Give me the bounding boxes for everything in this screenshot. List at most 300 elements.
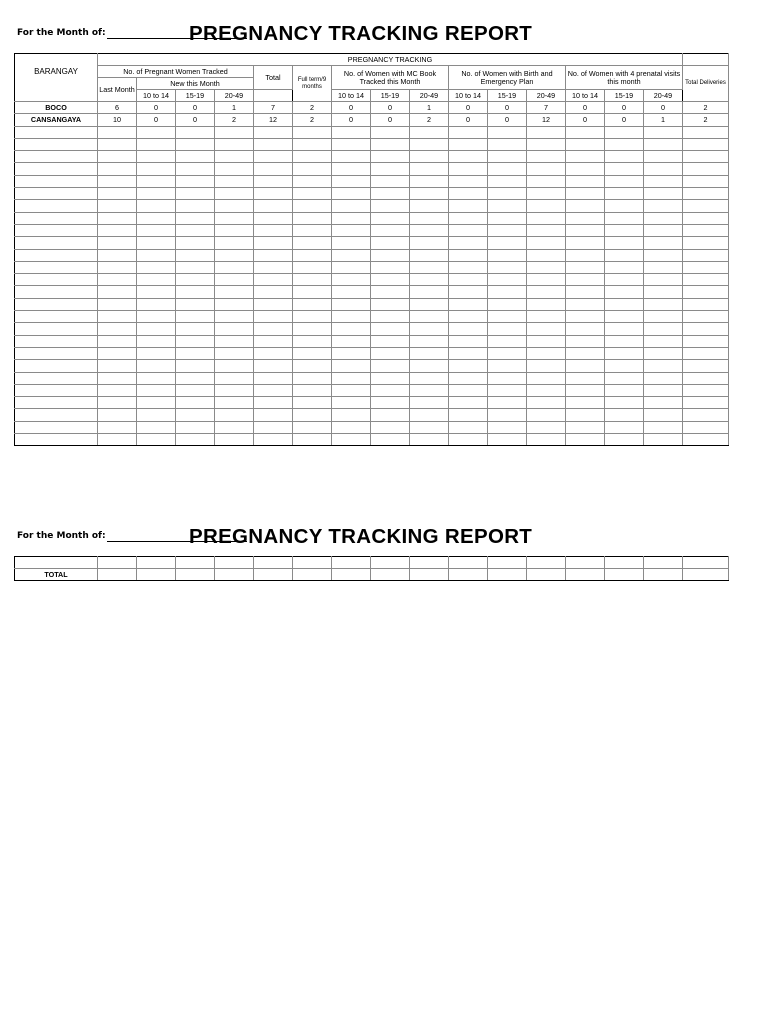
- empty-cell: [215, 188, 254, 200]
- empty-cell: [527, 286, 566, 298]
- empty-cell: [254, 200, 293, 212]
- empty-cell: [254, 384, 293, 396]
- empty-cell: [98, 175, 137, 187]
- empty-cell: [410, 249, 449, 261]
- empty-cell: [332, 335, 371, 347]
- empty-cell: [293, 335, 332, 347]
- empty-cell: [644, 126, 683, 138]
- empty-cell: [176, 372, 215, 384]
- empty-cell: [293, 409, 332, 421]
- empty-cell: [15, 557, 98, 569]
- empty-cell: [683, 126, 729, 138]
- empty-cell: [644, 237, 683, 249]
- empty-cell: [566, 200, 605, 212]
- empty-cell: [566, 421, 605, 433]
- empty-cell: [488, 569, 527, 581]
- empty-cell: [605, 384, 644, 396]
- empty-cell: [644, 224, 683, 236]
- empty-cell: [566, 360, 605, 372]
- empty-cell: [15, 372, 98, 384]
- empty-cell: [644, 557, 683, 569]
- value-cell: 0: [332, 102, 371, 114]
- empty-cell: [410, 335, 449, 347]
- empty-cell: [98, 151, 137, 163]
- empty-cell: [566, 163, 605, 175]
- empty-cell: [644, 188, 683, 200]
- empty-cell: [449, 212, 488, 224]
- empty-cell: [605, 274, 644, 286]
- empty-cell: [644, 360, 683, 372]
- empty-cell: [410, 347, 449, 359]
- empty-cell: [332, 311, 371, 323]
- empty-cell: [566, 347, 605, 359]
- table-row: [15, 421, 729, 433]
- empty-cell: [176, 434, 215, 446]
- table-row: [15, 261, 729, 273]
- value-cell: 2: [293, 114, 332, 126]
- empty-cell: [332, 224, 371, 236]
- empty-cell: [644, 569, 683, 581]
- empty-cell: [371, 126, 410, 138]
- empty-cell: [254, 237, 293, 249]
- empty-cell: [98, 249, 137, 261]
- empty-cell: [683, 237, 729, 249]
- empty-cell: [332, 212, 371, 224]
- value-cell: 0: [332, 114, 371, 126]
- empty-cell: [137, 138, 176, 150]
- empty-cell: [566, 311, 605, 323]
- empty-cell: [410, 286, 449, 298]
- empty-cell: [15, 261, 98, 273]
- value-cell: 2: [683, 102, 729, 114]
- empty-cell: [332, 151, 371, 163]
- empty-cell: [215, 237, 254, 249]
- empty-cell: [644, 372, 683, 384]
- table-row: [15, 163, 729, 175]
- empty-cell: [683, 335, 729, 347]
- empty-cell: [449, 323, 488, 335]
- empty-cell: [683, 360, 729, 372]
- empty-cell: [449, 286, 488, 298]
- empty-cell: [527, 569, 566, 581]
- empty-cell: [683, 249, 729, 261]
- new-this-month-header: New this Month: [137, 78, 254, 90]
- empty-cell: [527, 323, 566, 335]
- age-15-19-header: 15-19: [605, 90, 644, 102]
- empty-cell: [98, 261, 137, 273]
- report-title: PREGNANCY TRACKING REPORT: [189, 525, 533, 548]
- empty-cell: [449, 151, 488, 163]
- empty-cell: [15, 212, 98, 224]
- empty-cell: [254, 434, 293, 446]
- value-cell: 6: [98, 102, 137, 114]
- value-cell: 1: [644, 114, 683, 126]
- empty-cell: [410, 360, 449, 372]
- empty-cell: [332, 261, 371, 273]
- empty-cell: [215, 421, 254, 433]
- empty-cell: [98, 200, 137, 212]
- empty-cell: [605, 261, 644, 273]
- last-month-header: Last Month: [98, 78, 137, 102]
- empty-cell: [449, 557, 488, 569]
- empty-cell: [449, 434, 488, 446]
- empty-cell: [215, 311, 254, 323]
- empty-cell: [566, 138, 605, 150]
- empty-cell: [644, 409, 683, 421]
- empty-cell: [605, 335, 644, 347]
- empty-cell: [98, 274, 137, 286]
- empty-cell: [98, 557, 137, 569]
- empty-cell: [488, 372, 527, 384]
- value-cell: 0: [449, 102, 488, 114]
- value-cell: 2: [683, 114, 729, 126]
- table-row: [15, 298, 729, 310]
- empty-cell: [410, 421, 449, 433]
- empty-cell: [488, 163, 527, 175]
- empty-cell: [683, 409, 729, 421]
- value-cell: 0: [644, 102, 683, 114]
- empty-cell: [371, 274, 410, 286]
- empty-cell: [215, 557, 254, 569]
- empty-cell: [449, 298, 488, 310]
- empty-cell: [488, 311, 527, 323]
- empty-cell: [566, 335, 605, 347]
- empty-cell: [410, 175, 449, 187]
- empty-cell: [371, 311, 410, 323]
- empty-cell: [605, 569, 644, 581]
- empty-cell: [98, 188, 137, 200]
- empty-cell: [527, 224, 566, 236]
- empty-cell: [215, 569, 254, 581]
- empty-cell: [683, 261, 729, 273]
- empty-cell: [332, 397, 371, 409]
- empty-cell: [566, 237, 605, 249]
- empty-cell: [683, 175, 729, 187]
- empty-cell: [137, 237, 176, 249]
- empty-cell: [371, 409, 410, 421]
- table-row: [15, 360, 729, 372]
- empty-cell: [176, 188, 215, 200]
- empty-cell: [488, 237, 527, 249]
- table-row: [15, 249, 729, 261]
- empty-cell: [644, 298, 683, 310]
- table-row: [15, 286, 729, 298]
- value-cell: 1: [410, 102, 449, 114]
- empty-cell: [215, 286, 254, 298]
- empty-cell: [371, 397, 410, 409]
- table-row: [15, 323, 729, 335]
- empty-cell: [605, 212, 644, 224]
- prenatal-header: No. of Women with 4 prenatal visits this month: [566, 66, 683, 90]
- empty-cell: [410, 261, 449, 273]
- empty-cell: [293, 360, 332, 372]
- empty-cell: [98, 335, 137, 347]
- empty-cell: [332, 298, 371, 310]
- empty-cell: [332, 569, 371, 581]
- empty-cell: [137, 188, 176, 200]
- empty-cell: [15, 409, 98, 421]
- empty-cell: [527, 372, 566, 384]
- empty-cell: [371, 323, 410, 335]
- empty-cell: [332, 249, 371, 261]
- value-cell: 12: [254, 114, 293, 126]
- empty-cell: [410, 188, 449, 200]
- pregnant-tracked-header: No. of Pregnant Women Tracked: [98, 66, 254, 78]
- empty-cell: [410, 126, 449, 138]
- empty-cell: [566, 384, 605, 396]
- empty-cell: [644, 212, 683, 224]
- empty-cell: [293, 557, 332, 569]
- table-row: [15, 126, 729, 138]
- empty-cell: [644, 286, 683, 298]
- empty-cell: [137, 335, 176, 347]
- empty-cell: [332, 372, 371, 384]
- empty-cell: [566, 188, 605, 200]
- empty-cell: [410, 569, 449, 581]
- empty-cell: [683, 188, 729, 200]
- empty-cell: [293, 138, 332, 150]
- empty-cell: [98, 126, 137, 138]
- empty-cell: [644, 397, 683, 409]
- empty-cell: [527, 249, 566, 261]
- table-row: [15, 151, 729, 163]
- table-row: [15, 372, 729, 384]
- empty-cell: [98, 569, 137, 581]
- empty-cell: [566, 151, 605, 163]
- empty-cell: [254, 261, 293, 273]
- empty-cell: [293, 347, 332, 359]
- empty-cell: [605, 151, 644, 163]
- value-cell: 7: [527, 102, 566, 114]
- empty-cell: [488, 397, 527, 409]
- table-body: [15, 102, 729, 446]
- empty-cell: [566, 409, 605, 421]
- empty-cell: [566, 249, 605, 261]
- empty-cell: [254, 163, 293, 175]
- empty-cell: [176, 311, 215, 323]
- empty-cell: [449, 188, 488, 200]
- empty-cell: [488, 557, 527, 569]
- empty-cell: [683, 138, 729, 150]
- empty-cell: [683, 224, 729, 236]
- empty-cell: [449, 138, 488, 150]
- empty-cell: [449, 200, 488, 212]
- empty-cell: [488, 175, 527, 187]
- empty-cell: [566, 434, 605, 446]
- empty-cell: [137, 323, 176, 335]
- empty-cell: [176, 569, 215, 581]
- empty-cell: [98, 323, 137, 335]
- empty-cell: [215, 384, 254, 396]
- pregnancy-tracking-table: [14, 53, 729, 446]
- empty-cell: [449, 335, 488, 347]
- empty-cell: [410, 323, 449, 335]
- empty-cell: [488, 200, 527, 212]
- empty-cell: [644, 347, 683, 359]
- empty-cell: [605, 163, 644, 175]
- age-10-14-header: 10 to 14: [332, 90, 371, 102]
- empty-cell: [605, 409, 644, 421]
- empty-cell: [215, 126, 254, 138]
- empty-cell: [449, 175, 488, 187]
- empty-cell: [176, 249, 215, 261]
- empty-cell: [449, 409, 488, 421]
- empty-cell: [293, 188, 332, 200]
- empty-cell: [332, 200, 371, 212]
- table-row: [15, 384, 729, 396]
- empty-cell: [566, 224, 605, 236]
- empty-cell: [293, 151, 332, 163]
- empty-cell: [98, 372, 137, 384]
- table-row: [15, 114, 729, 126]
- empty-cell: [488, 224, 527, 236]
- empty-cell: [15, 175, 98, 187]
- empty-cell: [449, 163, 488, 175]
- empty-cell: [176, 274, 215, 286]
- table-row: [15, 175, 729, 187]
- empty-cell: [410, 372, 449, 384]
- report-header: [17, 24, 717, 46]
- empty-cell: [566, 323, 605, 335]
- empty-cell: [15, 126, 98, 138]
- empty-cell: [215, 397, 254, 409]
- empty-cell: [293, 126, 332, 138]
- empty-cell: [332, 274, 371, 286]
- empty-cell: [98, 409, 137, 421]
- empty-cell: [293, 311, 332, 323]
- empty-cell: [449, 224, 488, 236]
- empty-cell: [605, 557, 644, 569]
- empty-cell: [683, 397, 729, 409]
- empty-cell: [605, 286, 644, 298]
- empty-cell: [293, 274, 332, 286]
- empty-cell: [644, 323, 683, 335]
- empty-cell: [176, 384, 215, 396]
- empty-cell: [527, 200, 566, 212]
- empty-cell: [293, 286, 332, 298]
- empty-cell: [410, 298, 449, 310]
- age-15-19-header: 15-19: [371, 90, 410, 102]
- empty-cell: [15, 311, 98, 323]
- empty-cell: [566, 175, 605, 187]
- empty-cell: [137, 261, 176, 273]
- age-15-19-header: 15-19: [176, 90, 215, 102]
- barangay-header: BARANGAY: [15, 66, 98, 102]
- empty-cell: [293, 224, 332, 236]
- empty-cell: [137, 569, 176, 581]
- table-row: [15, 397, 729, 409]
- empty-cell: [527, 347, 566, 359]
- empty-cell: [410, 274, 449, 286]
- empty-cell: [605, 323, 644, 335]
- empty-cell: [176, 200, 215, 212]
- empty-cell: [332, 237, 371, 249]
- empty-cell: [254, 409, 293, 421]
- empty-cell: [644, 421, 683, 433]
- empty-cell: [15, 286, 98, 298]
- empty-cell: [410, 163, 449, 175]
- empty-cell: [527, 126, 566, 138]
- empty-cell: [644, 175, 683, 187]
- empty-cell: [215, 163, 254, 175]
- empty-cell: [215, 274, 254, 286]
- age-10-14-header: 10 to 14: [449, 90, 488, 102]
- empty-cell: [176, 347, 215, 359]
- table-row: [15, 212, 729, 224]
- empty-cell: [605, 360, 644, 372]
- blank-header-cell: [15, 54, 98, 66]
- empty-cell: [683, 200, 729, 212]
- empty-cell: [98, 360, 137, 372]
- empty-cell: [215, 138, 254, 150]
- empty-cell: [293, 397, 332, 409]
- empty-cell: [683, 557, 729, 569]
- empty-cell: [527, 557, 566, 569]
- table-row: [15, 274, 729, 286]
- empty-cell: [449, 237, 488, 249]
- empty-cell: [98, 311, 137, 323]
- empty-cell: [254, 298, 293, 310]
- empty-cell: [15, 347, 98, 359]
- empty-cell: [683, 286, 729, 298]
- empty-cell: [488, 409, 527, 421]
- empty-cell: [488, 335, 527, 347]
- group-header: PREGNANCY TRACKING: [98, 54, 683, 66]
- empty-cell: [215, 175, 254, 187]
- empty-cell: [15, 421, 98, 433]
- empty-cell: [176, 360, 215, 372]
- empty-cell: [15, 323, 98, 335]
- empty-cell: [410, 434, 449, 446]
- empty-cell: [605, 397, 644, 409]
- empty-cell: [215, 261, 254, 273]
- empty-cell: [15, 224, 98, 236]
- barangay-cell: CANSANGAYA: [15, 114, 98, 126]
- empty-cell: [488, 384, 527, 396]
- empty-cell: [644, 335, 683, 347]
- empty-cell: [332, 384, 371, 396]
- age-10-14-header: 10 to 14: [137, 90, 176, 102]
- age-20-49-header: 20-49: [644, 90, 683, 102]
- empty-cell: [488, 298, 527, 310]
- empty-cell: [332, 163, 371, 175]
- empty-cell: [98, 298, 137, 310]
- empty-cell: [371, 384, 410, 396]
- empty-cell: [527, 274, 566, 286]
- value-cell: 0: [605, 114, 644, 126]
- empty-cell: [371, 557, 410, 569]
- empty-cell: [215, 151, 254, 163]
- empty-cell: [215, 409, 254, 421]
- value-cell: 0: [449, 114, 488, 126]
- empty-cell: [527, 138, 566, 150]
- empty-cell: [254, 323, 293, 335]
- empty-cell: [254, 360, 293, 372]
- empty-cell: [332, 434, 371, 446]
- empty-cell: [137, 212, 176, 224]
- empty-cell: [683, 384, 729, 396]
- empty-cell: [527, 384, 566, 396]
- empty-cell: [137, 175, 176, 187]
- empty-cell: [15, 237, 98, 249]
- empty-cell: [371, 175, 410, 187]
- empty-cell: [683, 298, 729, 310]
- empty-cell: [176, 237, 215, 249]
- empty-cell: [605, 224, 644, 236]
- empty-cell: [488, 274, 527, 286]
- value-cell: 0: [371, 102, 410, 114]
- empty-cell: [605, 421, 644, 433]
